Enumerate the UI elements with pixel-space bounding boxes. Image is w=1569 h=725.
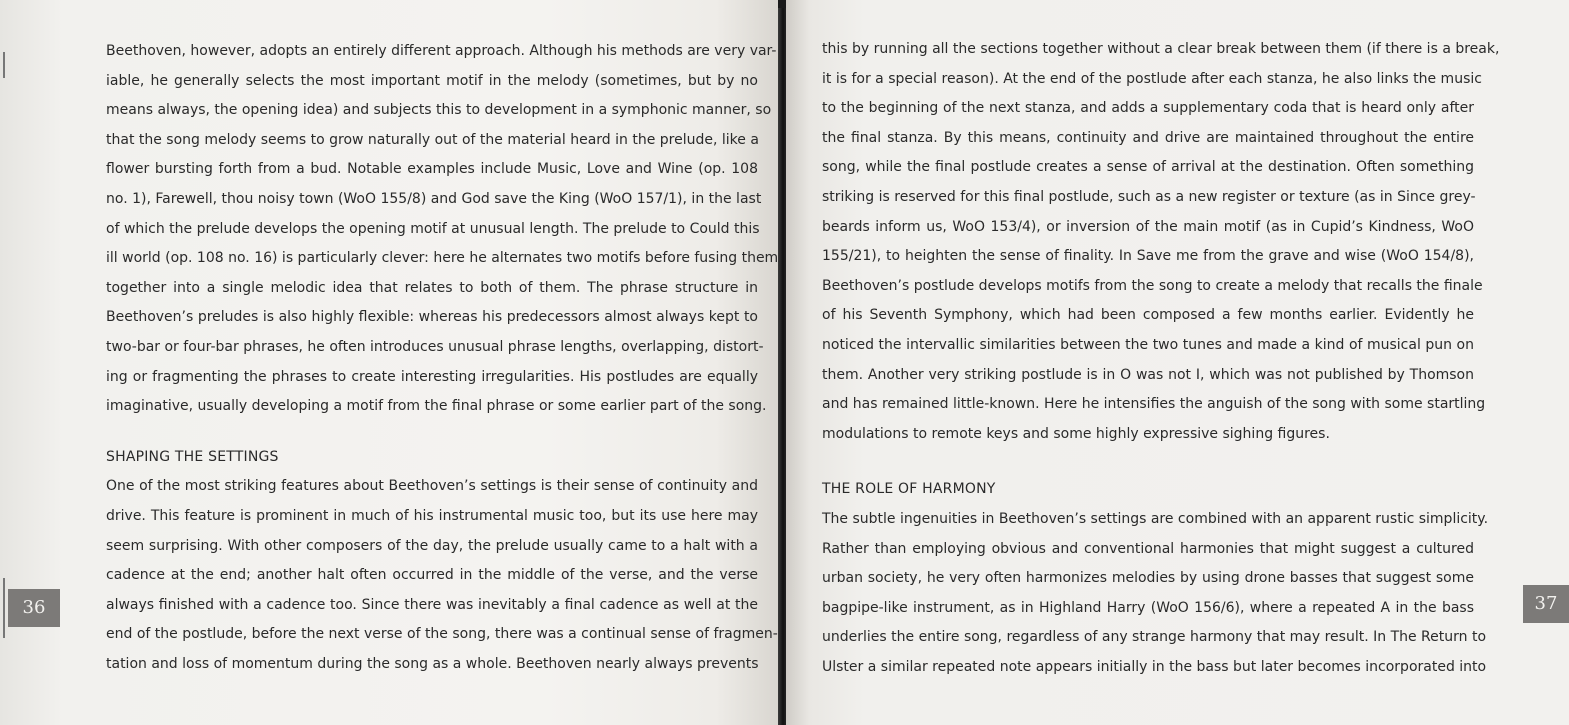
text-line: and has remained little-known. Here he intensifies the anguish of the song with some startling	[822, 396, 1486, 413]
text-line: Beethoven’s postlude develops motifs from the song to create a melody that recalls the finale	[822, 277, 1483, 294]
text-line: modulations to remote keys and some highly expressive sighing figures.	[822, 425, 1330, 442]
text-line: beards inform us, WoO 153/4), or inversion of the main motif (as in Cupid’s Kindness, WoO	[822, 218, 1474, 235]
text-line: drive. This feature is prominent in much of his instrumental music too, but its use here may	[106, 507, 758, 524]
text-line: urban society, he very often harmonizes melodies by using drone basses that suggest some	[822, 570, 1474, 587]
left-paragraph-1	[106, 37, 778, 422]
text-line: 155/21), to heighten the sense of finality. In Save me from the grave and wise (WoO 154/8),	[822, 248, 1474, 265]
text-line: Rather than employing obvious and conventional harmonies that might suggest a cultured	[822, 540, 1474, 557]
text-line: ill world (op. 108 no. 16) is particularly clever: here he alternates two motifs before fusing them	[106, 250, 778, 267]
text-line: this by running all the sections together without a clear break between them (if there is a break,	[822, 41, 1500, 57]
page-number: 37	[1523, 585, 1569, 623]
section-heading: SHAPING THE SETTINGS	[106, 448, 279, 465]
text-line: always finished with a cadence too. Since there was inevitably a final cadence as well at the	[106, 596, 758, 613]
text-line: of his Seventh Symphony, which had been composed a few months earlier. Evidently he	[822, 307, 1474, 324]
right-paragraph-2	[822, 505, 1489, 683]
text-line: to the beginning of the next stanza, and adds a supplementary coda that is heard only after	[822, 100, 1474, 117]
section-heading: THE ROLE OF HARMONY	[822, 481, 996, 498]
text-line: cadence at the end; another halt often occurred in the middle of the verse, and the verse	[106, 567, 758, 584]
text-line: Ulster a similar repeated note appears initially in the bass but later becomes incorporated into	[822, 658, 1487, 675]
text-line: striking is reserved for this final postlude, such as a new register or texture (as in Since grey-	[822, 188, 1476, 205]
text-line: it is for a special reason). At the end of the postlude after each stanza, he also links the music	[822, 70, 1482, 87]
text-line: Beethoven, however, adopts an entirely different approach. Although his methods are very var-	[106, 43, 777, 59]
text-line: seem surprising. With other composers of the day, the prelude usually came to a halt with a	[106, 537, 758, 554]
left-page-text	[106, 37, 778, 679]
right-page-text	[822, 35, 1500, 682]
text-line: The subtle ingenuities in Beethoven’s settings are combined with an apparent rustic simplicity.	[822, 510, 1489, 527]
text-line: two-bar or four-bar phrases, he often introduces unusual phrase lengths, overlapping, distort-	[106, 338, 764, 355]
text-line: no. 1), Farewell, thou noisy town (WoO 155/8) and God save the King (WoO 157/1), in the last	[106, 190, 762, 207]
right-page	[786, 0, 1569, 725]
right-paragraph-1	[822, 35, 1500, 449]
text-line: Beethoven’s preludes is also highly flexible: whereas his predecessors almost always kept to	[106, 309, 758, 326]
text-line: One of the most striking features about Beethoven’s settings is their sense of continuity and	[106, 478, 758, 495]
left-paragraph-2	[106, 472, 778, 679]
text-line: song, while the final postlude creates a sense of arrival at the destination. Often something	[822, 159, 1474, 176]
text-line: together into a single melodic idea that relates to both of them. The phrase structure in	[106, 279, 758, 296]
text-line: flower bursting forth from a bud. Notable examples include Music, Love and Wine (op. 108	[106, 161, 758, 178]
text-line: tation and loss of momentum during the song as a whole. Beethoven nearly always prevents	[106, 655, 759, 672]
margin-mark	[3, 52, 5, 78]
text-line: end of the postlude, before the next verse of the song, there was a continual sense of fragmen-	[106, 626, 778, 643]
text-line: noticed the intervallic similarities between the two tunes and made a kind of musical pun on	[822, 336, 1474, 353]
text-line: that the song melody seems to grow naturally out of the material heard in the prelude, like a	[106, 131, 759, 148]
text-line: the final stanza. By this means, continuity and drive are maintained throughout the entire	[822, 129, 1474, 146]
text-line: bagpipe-like instrument, as in Highland Harry (WoO 156/6), where a repeated A in the bass	[822, 599, 1474, 616]
page-number: 36	[8, 589, 60, 627]
text-line: means always, the opening idea) and subjects this to development in a symphonic manner, so	[106, 102, 772, 119]
text-line: iable, he generally selects the most important motif in the melody (sometimes, but by no	[106, 72, 758, 89]
text-line: imaginative, usually developing a motif from the final phrase or some earlier part of the song.	[106, 398, 767, 415]
left-page	[0, 0, 778, 725]
margin-mark	[3, 578, 5, 638]
text-line: of which the prelude develops the opening motif at unusual length. The prelude to Could this	[106, 220, 760, 237]
text-line: ing or fragmenting the phrases to create interesting irregularities. His postludes are equally	[106, 368, 758, 385]
text-line: underlies the entire song, regardless of any strange harmony that may result. In The Return to	[822, 629, 1487, 646]
text-line: them. Another very striking postlude is in O was not I, which was not published by Thomson	[822, 366, 1474, 383]
